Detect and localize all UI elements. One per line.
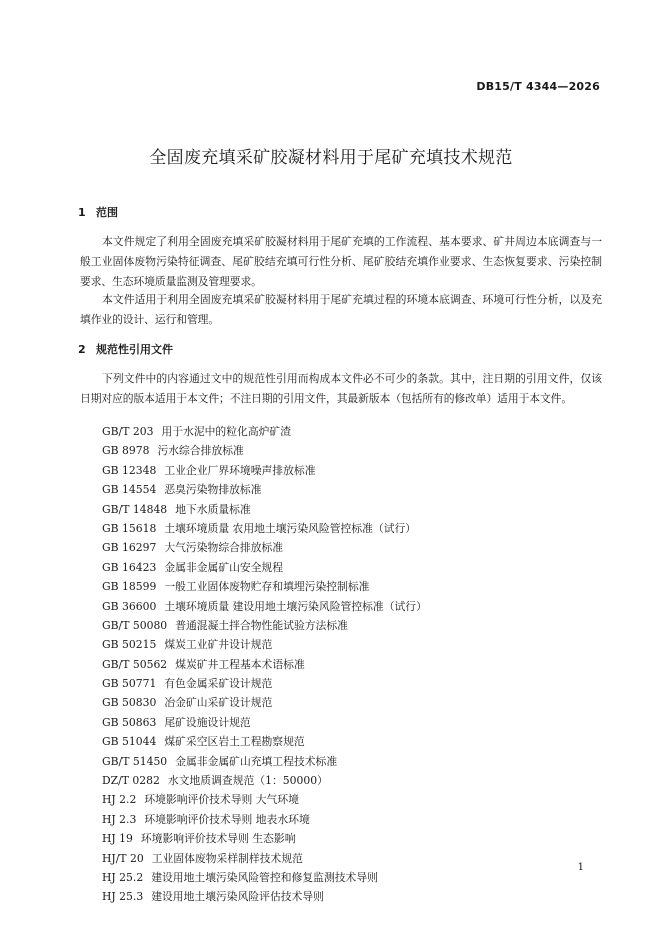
reference-code: GB/T 50080: [102, 618, 168, 632]
reference-code: HJ/T 20: [102, 851, 144, 865]
reference-item: [102, 480, 427, 499]
reference-item: [102, 849, 427, 868]
reference-title: 环境影响评价技术导则 地表水环境: [144, 812, 310, 826]
section-1-number: 1: [78, 206, 86, 219]
reference-title: 煤矿采空区岩土工程勘察规范: [164, 735, 305, 749]
reference-title: 尾矿设施设计规范: [164, 715, 251, 729]
reference-code: HJ 25.3: [102, 890, 144, 904]
reference-code: GB 14554: [102, 483, 157, 497]
reference-title: 大气污染物综合排放标准: [164, 541, 284, 555]
reference-item: [102, 616, 427, 635]
section-1-heading: [78, 204, 118, 220]
reference-title: 有色金属采矿设计规范: [164, 677, 273, 691]
reference-code: GB 16297: [102, 541, 157, 555]
reference-code: GB 18599: [102, 580, 157, 594]
reference-code: GB 15618: [102, 521, 157, 535]
reference-list: [102, 422, 427, 907]
section-2-intro: 下列文件中的内容通过文中的规范性引用而构成本文件必不可少的条款。其中，注日期的引用文件，仅该日期对应的版本适用于本文件；不注日期的引用文件，其最新版本（包括所有的修改单）适用于本文件。: [80, 372, 602, 405]
section-1-title: 范围: [96, 206, 118, 219]
reference-item: [102, 829, 427, 848]
reference-item: [102, 500, 427, 519]
reference-title: 煤炭工业矿井设计规范: [164, 638, 273, 652]
reference-item: [102, 713, 427, 732]
reference-code: GB 50215: [102, 638, 157, 652]
reference-item: [102, 597, 427, 616]
reference-item: [102, 577, 427, 596]
page-number: 1: [577, 862, 584, 873]
reference-code: HJ 2.2: [102, 793, 137, 807]
reference-code: GB 50863: [102, 715, 157, 729]
reference-item: [102, 693, 427, 712]
reference-title: 冶金矿山采矿设计规范: [164, 696, 273, 710]
reference-item: [102, 674, 427, 693]
reference-title: 环境影响评价技术导则 大气环境: [144, 793, 299, 807]
reference-title: 一般工业固体废物贮存和填埋污染控制标准: [164, 580, 370, 594]
reference-code: HJ 25.2: [102, 870, 144, 884]
reference-title: 土壤环境质量 建设用地土壤污染风险管控标准（试行）: [164, 599, 427, 613]
reference-title: 建设用地土壤污染风险管控和修复监测技术导则: [151, 870, 378, 884]
reference-code: GB/T 203: [102, 425, 154, 438]
reference-code: DZ/T 0282: [102, 774, 160, 788]
reference-item: [102, 519, 427, 538]
reference-title: 环境影响评价技术导则 生态影响: [140, 832, 296, 846]
reference-code: HJ 19: [102, 832, 133, 846]
reference-code: GB 16423: [102, 560, 157, 574]
reference-title: 污水综合排放标准: [157, 444, 244, 458]
reference-code: GB 51044: [102, 735, 157, 749]
section-2-heading: [78, 341, 173, 357]
reference-item: [102, 790, 427, 809]
reference-item: [102, 868, 427, 887]
document-code: DB15/T 4344—2026: [476, 80, 600, 93]
reference-code: GB 50771: [102, 677, 157, 691]
reference-code: GB/T 14848: [102, 502, 168, 516]
reference-title: 金属非金属矿山安全规程: [164, 560, 284, 574]
reference-code: GB 8978: [102, 444, 150, 458]
reference-item: [102, 422, 427, 441]
section-1-paragraph-2: 本文件适用于利用全固废充填采矿胶凝材料用于尾矿充填过程的环境本底调查、环境可行性分析，以及充填作业的设计、运行和管理。: [80, 293, 602, 326]
reference-title: 水文地质调查规范（1：50000）: [167, 774, 328, 788]
reference-title: 金属非金属矿山充填工程技术标准: [175, 754, 338, 768]
reference-title: 工业企业厂界环境噪声排放标准: [164, 463, 316, 477]
section-2-title: 规范性引用文件: [96, 343, 173, 356]
reference-item: [102, 655, 427, 674]
reference-title: 工业固体废物采样制样技术规范: [151, 851, 303, 865]
reference-item: [102, 732, 427, 751]
reference-item: [102, 441, 427, 460]
reference-code: GB/T 51450: [102, 754, 168, 768]
reference-code: GB/T 50562: [102, 657, 168, 671]
document-title: 全固废充填采矿胶凝材料用于尾矿充填技术规范: [149, 148, 513, 168]
reference-item: [102, 887, 427, 906]
reference-code: GB 50830: [102, 696, 157, 710]
section-2-number: 2: [78, 343, 86, 356]
section-1-paragraph-1: 本文件规定了利用全固废充填采矿胶凝材料用于尾矿充填的工作流程、基本要求、矿井周边本底调查与一般工业固体废物污染特征调查、尾矿胶结充填可行性分析、尾矿胶结充填作业要求、生态恢复要求、污染控制要求、生态环境质量监测及管理要求。: [80, 235, 602, 288]
reference-code: HJ 2.3: [102, 812, 137, 826]
reference-title: 用于水泥中的粒化高炉矿渣: [161, 425, 292, 438]
reference-title: 地下水质量标准: [175, 502, 251, 516]
reference-item: [102, 558, 427, 577]
reference-title: 土壤环境质量 农用地土壤污染风险管控标准（试行）: [164, 521, 417, 535]
reference-title: 煤炭矿井工程基本术语标准: [175, 657, 305, 671]
reference-title: 恶臭污染物排放标准: [164, 483, 262, 497]
reference-title: 建设用地土壤污染风险评估技术导则: [151, 890, 324, 904]
reference-title: 普通混凝土拌合物性能试验方法标准: [175, 618, 348, 632]
reference-item: [102, 538, 427, 557]
reference-item: [102, 752, 427, 771]
reference-item: [102, 461, 427, 480]
reference-code: GB 12348: [102, 463, 157, 477]
reference-item: [102, 771, 427, 790]
reference-item: [102, 810, 427, 829]
reference-item: [102, 635, 427, 654]
reference-code: GB 36600: [102, 599, 157, 613]
